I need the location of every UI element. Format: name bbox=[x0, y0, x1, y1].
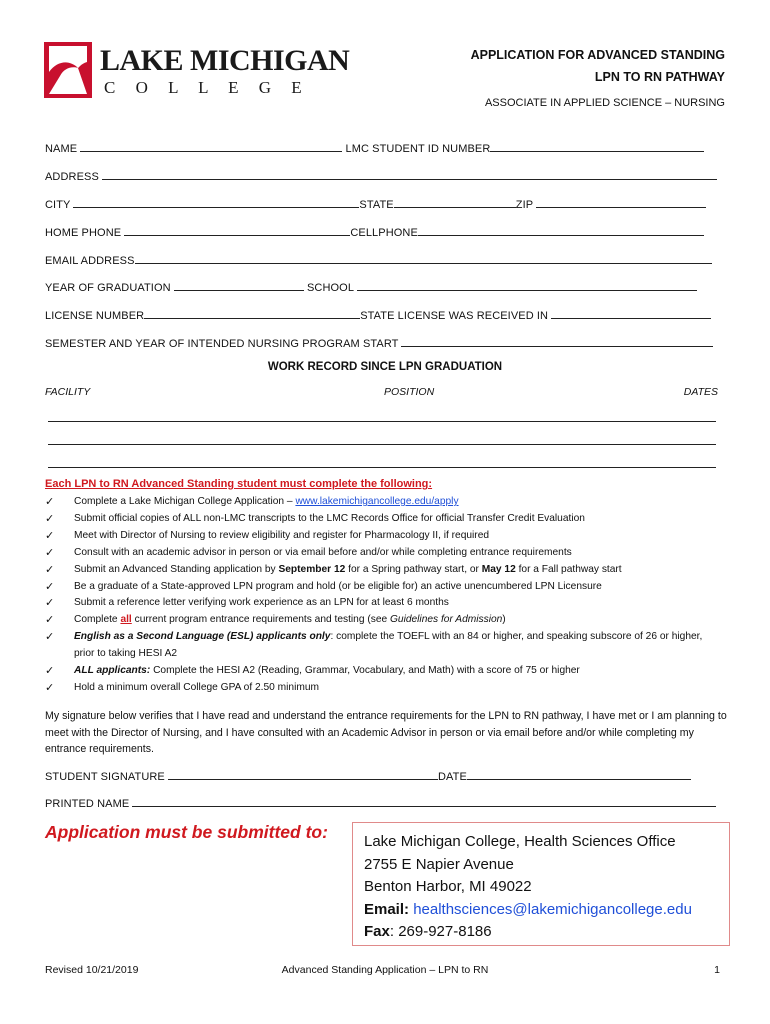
dates-column-header: DATES bbox=[683, 386, 718, 398]
revised-date: Revised 10/21/2019 bbox=[45, 964, 139, 976]
student-id-input[interactable] bbox=[490, 140, 704, 152]
school-input[interactable] bbox=[357, 279, 697, 291]
zip-label: ZIP bbox=[515, 199, 533, 211]
list-item bbox=[45, 562, 725, 579]
submission-address-box bbox=[352, 822, 730, 946]
cellphone-label: CELLPHONE bbox=[350, 227, 418, 239]
date-label: DATE bbox=[438, 771, 467, 783]
semester-label: SEMESTER AND YEAR OF INTENDED NURSING PROGRAM START bbox=[45, 338, 399, 350]
college-logo bbox=[44, 42, 350, 102]
fall-deadline: May 12 bbox=[481, 563, 516, 575]
requirement-text: Submit official copies of ALL non-LMC transcripts to the LMC Records Office for official Transfer Credit Evaluation bbox=[74, 512, 585, 524]
checkmark-icon: ✓ bbox=[45, 681, 55, 694]
program-name: ASSOCIATE IN APPLIED SCIENCE – NURSING bbox=[484, 97, 725, 109]
logo-mark-icon bbox=[44, 42, 92, 98]
requirement-text: Be a graduate of a State-approved LPN program and hold (or be eligible for) an active unencumbered LPN Licensure bbox=[74, 580, 602, 592]
year-graduation-label: YEAR OF GRADUATION bbox=[45, 282, 171, 294]
address-label: ADDRESS bbox=[45, 171, 99, 183]
footer-title: Advanced Standing Application – LPN to RN bbox=[281, 964, 489, 976]
list-item bbox=[45, 680, 725, 697]
email-input[interactable] bbox=[135, 252, 712, 264]
guidelines-reference: Guidelines for Admission bbox=[389, 614, 503, 626]
city-row bbox=[45, 196, 706, 211]
state-license-input[interactable] bbox=[551, 307, 711, 319]
requirement-text: Hold a minimum overall College GPA of 2.50 minimum bbox=[74, 681, 319, 693]
fax-label: Fax bbox=[364, 923, 390, 940]
emphasis-all: all bbox=[120, 614, 132, 626]
street-address: 2755 E Napier Avenue bbox=[364, 855, 514, 873]
name-label: NAME bbox=[45, 143, 78, 155]
city-input[interactable] bbox=[73, 196, 359, 208]
email-line bbox=[364, 899, 719, 922]
email-link[interactable]: healthsciences@lakemichigancollege.edu bbox=[413, 900, 692, 918]
checkmark-icon: ✓ bbox=[45, 597, 55, 610]
phone-row bbox=[45, 224, 704, 239]
year-graduation-input[interactable] bbox=[174, 279, 304, 291]
checkmark-icon: ✓ bbox=[45, 614, 55, 627]
list-item bbox=[45, 494, 725, 511]
apply-link[interactable]: www.lakemichigancollege.edu/apply bbox=[295, 496, 459, 507]
email-label: EMAIL ADDRESS bbox=[45, 255, 135, 267]
license-number-input[interactable] bbox=[144, 307, 360, 319]
checkmark-icon: ✓ bbox=[45, 546, 55, 559]
home-phone-label: HOME PHONE bbox=[45, 227, 122, 239]
name-input[interactable] bbox=[80, 140, 342, 152]
requirement-text: current program entrance requirements and testing (see bbox=[131, 614, 390, 626]
list-item bbox=[45, 511, 725, 528]
work-record-line-2[interactable] bbox=[48, 444, 716, 445]
list-item bbox=[45, 663, 725, 680]
facility-column-header: FACILITY bbox=[45, 386, 91, 398]
city-label: CITY bbox=[45, 199, 71, 211]
requirement-text: Complete the HESI A2 (Reading, Grammar, Vocabulary, and Math) with a score of 75 or higher bbox=[150, 665, 580, 677]
home-phone-input[interactable] bbox=[124, 224, 350, 236]
address-input[interactable] bbox=[102, 168, 717, 180]
esl-emphasis: English as a Second Language (ESL) applicants only bbox=[74, 631, 331, 643]
list-item bbox=[45, 528, 725, 545]
all-applicants-emphasis: ALL applicants: bbox=[74, 665, 151, 677]
list-item bbox=[45, 545, 725, 562]
submit-heading: Application must be submitted to: bbox=[45, 822, 328, 842]
license-row bbox=[45, 307, 711, 322]
printed-name-label: PRINTED NAME bbox=[45, 798, 130, 810]
page-number: 1 bbox=[714, 964, 720, 976]
requirement-text: for a Spring pathway start, or bbox=[345, 563, 482, 575]
fax-line bbox=[364, 921, 719, 944]
form-title: APPLICATION FOR ADVANCED STANDING bbox=[470, 48, 725, 62]
signature-row bbox=[45, 768, 691, 783]
semester-row bbox=[45, 335, 713, 350]
logo-sub: C O L L E G E bbox=[104, 78, 310, 97]
student-signature-input[interactable] bbox=[168, 768, 438, 780]
name-row bbox=[45, 140, 704, 155]
requirement-text: Complete bbox=[74, 614, 121, 626]
email-label: Email: bbox=[364, 900, 410, 918]
fax-number: : 269-927-8186 bbox=[389, 923, 492, 940]
address-row bbox=[45, 168, 717, 183]
requirement-text: Submit a reference letter verifying work experience as an LPN for at least 6 months bbox=[74, 597, 449, 609]
requirement-text: Submit an Advanced Standing application by bbox=[74, 563, 279, 575]
requirements-heading: Each LPN to RN Advanced Standing student must complete the following: bbox=[45, 478, 433, 490]
work-record-line-1[interactable] bbox=[48, 421, 716, 422]
requirements-list bbox=[45, 494, 725, 697]
zip-input[interactable] bbox=[536, 196, 706, 208]
requirement-text: for a Fall pathway start bbox=[515, 563, 622, 575]
semester-input[interactable] bbox=[401, 335, 713, 347]
state-input[interactable] bbox=[394, 196, 516, 208]
printed-name-input[interactable] bbox=[132, 795, 716, 807]
list-item bbox=[45, 579, 725, 596]
work-record-title: WORK RECORD SINCE LPN GRADUATION bbox=[267, 361, 503, 373]
checkmark-icon: ✓ bbox=[45, 580, 55, 593]
school-label: SCHOOL bbox=[306, 282, 354, 294]
requirement-text: Consult with an academic advisor in person or via email before and/or while completing entrance requirements bbox=[74, 546, 572, 558]
checkmark-icon: ✓ bbox=[45, 631, 55, 644]
checkmark-icon: ✓ bbox=[45, 563, 55, 576]
checkmark-icon: ✓ bbox=[45, 665, 55, 678]
checkmark-icon: ✓ bbox=[45, 529, 55, 542]
position-column-header: POSITION bbox=[384, 386, 435, 398]
state-label: STATE bbox=[359, 199, 394, 211]
city-state-zip: Benton Harbor, MI 49022 bbox=[364, 878, 532, 895]
printed-name-row bbox=[45, 795, 716, 810]
list-item bbox=[45, 612, 725, 629]
requirement-text: Meet with Director of Nursing to review eligibility and register for Pharmacology II, if required bbox=[74, 529, 490, 541]
spring-deadline: September 12 bbox=[278, 563, 346, 575]
requirement-text: Complete a Lake Michigan College Application – bbox=[74, 496, 296, 507]
checkmark-icon: ✓ bbox=[45, 512, 55, 525]
graduation-row bbox=[45, 279, 697, 294]
checkmark-icon: ✓ bbox=[45, 496, 55, 508]
list-item bbox=[45, 629, 725, 663]
cellphone-input[interactable] bbox=[418, 224, 704, 236]
email-row bbox=[45, 252, 712, 267]
signature-statement: My signature below verifies that I have read and understand the entrance requirements for the LPN to RN pathway, I have met or I am planning to meet with the Director of Nursing, and I have consulted with an Academic Advisor in person or via email before and/or while completing my entrance requirements. bbox=[45, 710, 727, 755]
date-input[interactable] bbox=[467, 768, 691, 780]
state-license-label: STATE LICENSE WAS RECEIVED IN bbox=[360, 310, 549, 322]
form-subtitle-pathway: LPN TO RN PATHWAY bbox=[594, 70, 725, 84]
list-item bbox=[45, 595, 725, 612]
requirement-text: ) bbox=[502, 614, 506, 626]
student-signature-label: STUDENT SIGNATURE bbox=[45, 771, 165, 783]
student-id-label: LMC STUDENT ID NUMBER bbox=[345, 143, 491, 155]
license-number-label: LICENSE NUMBER bbox=[45, 310, 145, 322]
work-record-line-3[interactable] bbox=[48, 467, 716, 468]
logo-name: LAKE MICHIGAN bbox=[100, 44, 350, 77]
office-name: Lake Michigan College, Health Sciences Office bbox=[364, 833, 676, 850]
requirement-text: : complete the TOEFL with an 84 or higher, and speaking subscore of 26 or higher, prior to taking HESI A2 bbox=[74, 631, 703, 660]
